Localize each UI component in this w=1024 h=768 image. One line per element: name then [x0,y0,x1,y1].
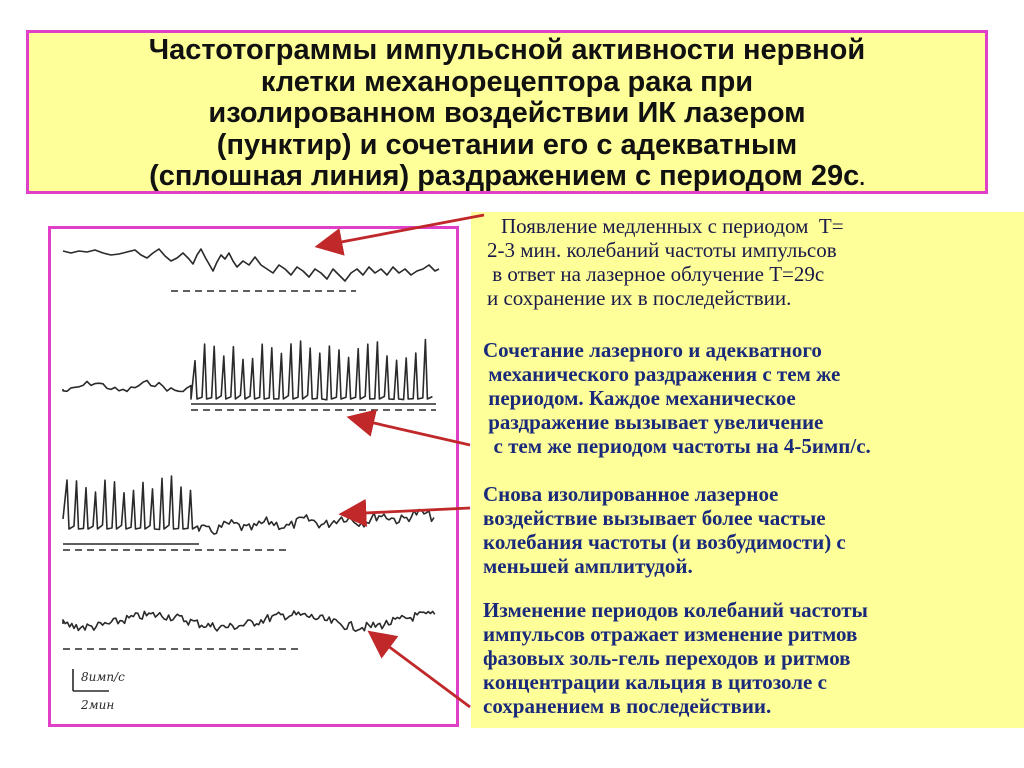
paragraph-4-line-3: фазовых золь-гель переходов и ритмов [483,646,851,670]
frequencygram-svg [51,229,456,724]
title-line-2: клетки механорецептора рака при [260,65,754,98]
title-line-4: (пунктир) и сочетании его с адекватным [216,128,798,161]
title-line-3: изолированном воздействии ИК лазером [208,97,806,129]
paragraph-3-line-2: воздействие вызывает более частые [483,506,826,530]
trace-4 [63,611,435,631]
scale-label-y: 8имп/с [81,670,125,684]
title-end-mark: . [859,168,865,190]
trace-1 [63,249,439,281]
title-line-1: Частотограммы импульсной активности нервной [148,34,866,66]
paragraph-1-line-4: и сохранение их в последействии. [487,286,792,310]
paragraph-4-line-2: импульсов отражает изменение ритмов [483,622,858,646]
frequencygram-figure [48,226,459,727]
paragraph-2 [483,338,871,458]
paragraph-4-line-5: сохранением в последействии. [483,694,772,718]
paragraph-3-line-1: Снова изолированное лазерное [483,482,779,506]
paragraph-2-line-3: периодом. Каждое механическое [483,386,796,410]
trace-3 [63,476,434,534]
paragraph-3 [483,482,846,578]
paragraph-3-line-4: меньшей амплитудой. [483,554,693,578]
paragraph-1-line-2: 2-3 мин. колебаний частоты импульсов [487,238,837,262]
trace-2 [63,340,432,400]
paragraph-4-line-4: концентрации кальция в цитозоле с [483,670,827,694]
paragraph-2-line-4: раздражение вызывает увеличение [483,410,824,434]
title-box [26,30,988,194]
description-panel [471,212,1024,728]
paragraph-2-line-2: механического раздражения с тем же [483,362,841,386]
paragraph-4-line-1: Изменение периодов колебаний частоты [483,598,868,622]
scale-label-x: 2мин [81,698,115,712]
paragraph-1 [487,214,844,310]
paragraph-1-line-3: в ответ на лазерное облучение Т=29с [487,262,825,286]
paragraph-1-line-1: Появление медленных с периодом Т= [501,214,844,238]
paragraph-4 [483,598,868,718]
paragraph-2-line-5: с тем же периодом частоты на 4-5имп/с. [483,434,871,458]
title-line-5 [29,161,985,196]
title-line-5-text: (сплошная линия) раздражением с периодом 29с [149,160,860,192]
paragraph-3-line-3: колебания частоты (и возбудимости) с [483,530,846,554]
paragraph-2-line-1: Сочетание лазерного и адекватного [483,338,822,362]
